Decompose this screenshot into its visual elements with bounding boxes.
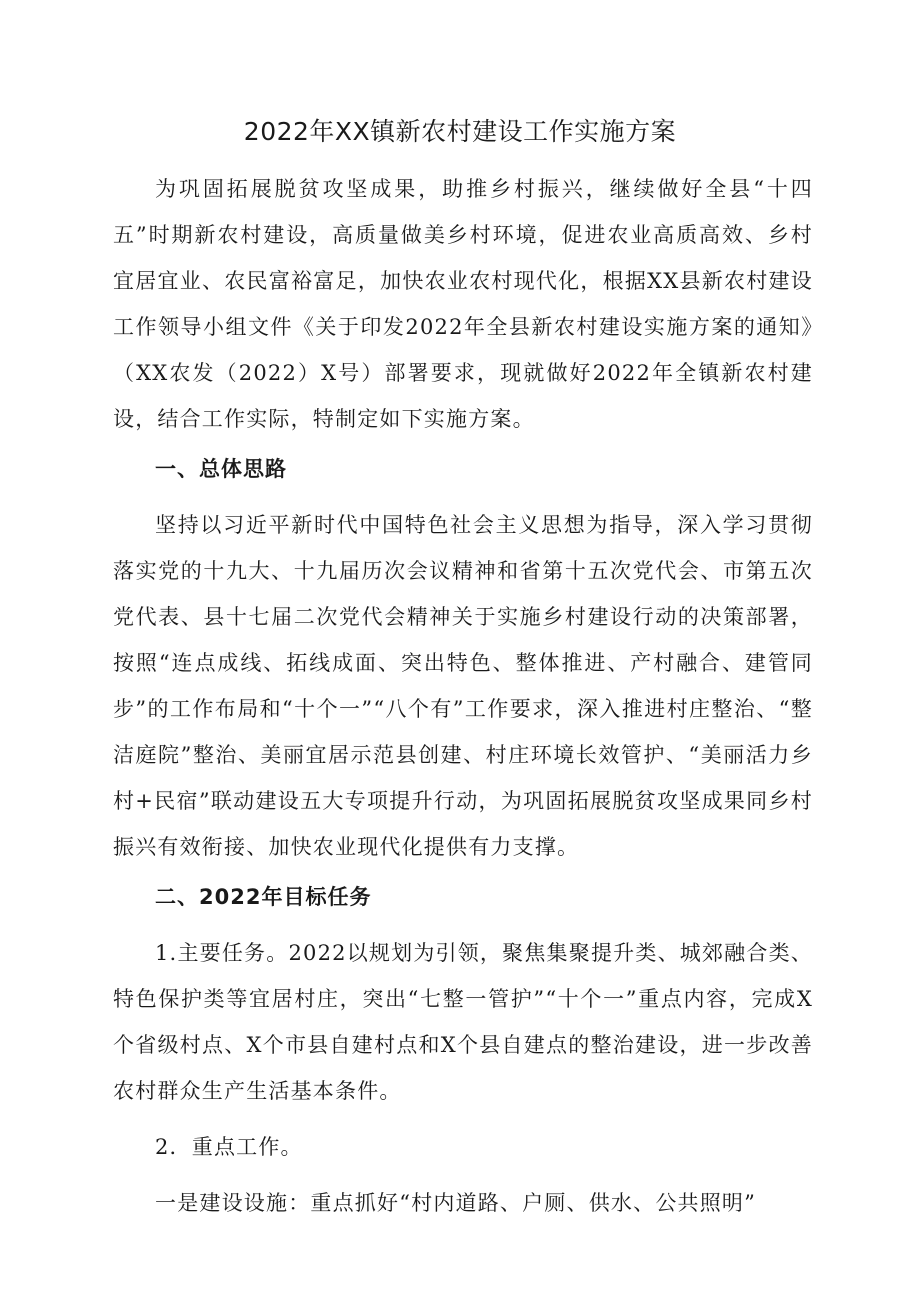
infrastructure-paragraph: 一是建设设施：重点抓好“村内道路、户厕、供水、公共照明” <box>155 1191 757 1215</box>
section-heading-2022-targets: 二、2022年目标任务 <box>155 885 372 909</box>
key-work-paragraph: 2．重点工作。 <box>155 1135 303 1159</box>
document-title: 2022年XX镇新农村建设工作实施方案 <box>243 117 677 146</box>
section-heading-overall-thinking: 一、总体思路 <box>155 457 287 481</box>
main-tasks-paragraph: 1.主要任务。2022以规划为引领，聚焦集聚提升类、城郊融合类、特色保护类等宜居村庄，突出“七整一管护”“十个一”重点内容，完成X个省级村点、X个市县自建村点和X个县自建点的整治建设，进一步改善农村群众生产生活基本条件。 <box>113 941 813 1103</box>
document-body <box>113 166 813 1226</box>
intro-paragraph: 为巩固拓展脱贫攻坚成果，助推乡村振兴，继续做好全县“十四五”时期新农村建设，高质量做美乡村环境，促进农业高质高效、乡村宜居宜业、农民富裕富足，加快农业农村现代化，根据XX县新农村建设工作领导小组文件《关于印发2022年全县新农村建设实施方案的通知》（XX农发（2022）X号）部署要求，现就做好2022年全镇新农村建设，结合工作实际，特制定如下实施方案。 <box>113 177 813 431</box>
overall-thinking-paragraph: 坚持以习近平新时代中国特色社会主义思想为指导，深入学习贯彻落实党的十九大、十九届历次会议精神和省第十五次党代会、市第五次党代表、县十七届二次党代会精神关于实施乡村建设行动的决策部署，按照“连点成线、拓线成面、突出特色、整体推进、产村融合、建管同步”的工作布局和“十个一”“八个有”工作要求，深入推进村庄整治、“整洁庭院”整治、美丽宜居示范县创建、村庄环境长效管护、“美丽活力乡村+民宿”联动建设五大专项提升行动，为巩固拓展脱贫攻坚成果同乡村振兴有效衔接、加快农业现代化提供有力支撑。 <box>113 513 813 859</box>
